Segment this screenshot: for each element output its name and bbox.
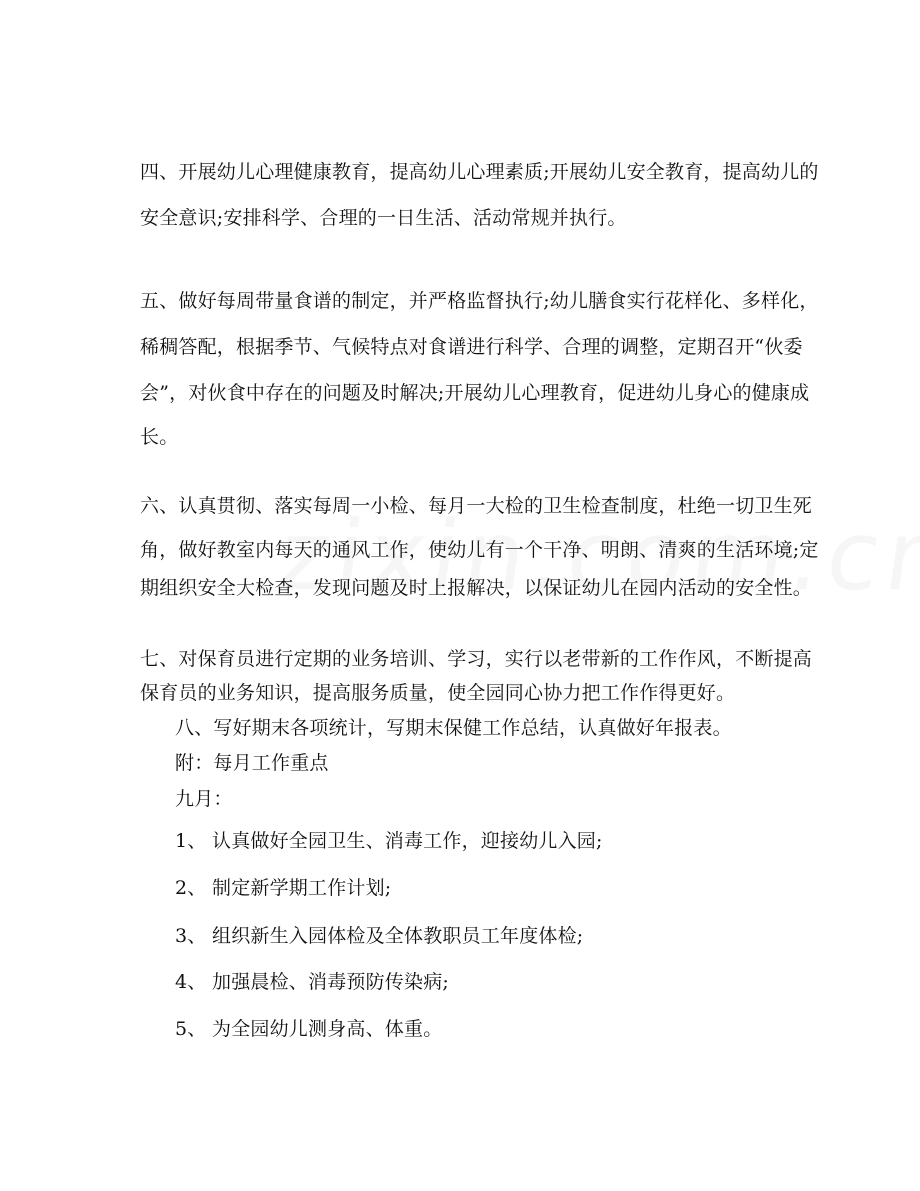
list-item-number: 4、: [175, 971, 207, 993]
list-item-text: 认真做好全园卫生、消毒工作，迎接幼儿入园;: [212, 830, 603, 852]
section-5-line-4: 长。: [140, 426, 179, 448]
appendix-heading: 附：每月工作重点: [175, 752, 329, 774]
section-8-line: 八、写好期末各项统计，写期末保健工作总结，认真做好年报表。: [175, 717, 732, 739]
section-7-line-2: 保育员的业务知识，提高服务质量，使全园同心协力把工作作得更好。: [140, 682, 736, 704]
list-item-text: 为全园幼儿测身高、体重。: [212, 1018, 443, 1040]
section-5-line-1: 五、做好每周带量食谱的制定，并严格监督执行;幼儿膳食实行花样化、多样化，: [140, 290, 819, 312]
month-heading: 九月：: [175, 788, 233, 810]
list-item: [175, 970, 449, 994]
section-4-line-1: 四、开展幼儿心理健康教育，提高幼儿心理素质;开展幼儿安全教育，提高幼儿的: [140, 161, 819, 183]
list-item-text: 组织新生入园体检及全体教职员工年度体检;: [212, 925, 584, 947]
section-5-line-2: 稀稠答配，根据季节、气候特点对食谱进行科学、合理的调整，定期召开“伙委: [140, 336, 803, 358]
section-7-line-1: 七、对保育员进行定期的业务培训、学习，实行以老带新的工作作风，不断提高: [140, 648, 813, 670]
list-item-text: 加强晨检、消毒预防传染病;: [212, 971, 450, 993]
list-item: [175, 924, 583, 948]
section-6-line-2: 角，做好教室内每天的通风工作，使幼儿有一个干净、明朗、清爽的生活环境;定: [140, 539, 819, 561]
list-item-number: 2、: [175, 877, 207, 899]
section-6-line-3: 期组织安全大检查，发现问题及时上报解决，以保证幼儿在园内活动的安全性。: [140, 577, 813, 599]
section-4-line-2: 安全意识;安排科学、合理的一日生活、活动常规并执行。: [140, 207, 627, 229]
list-item-text: 制定新学期工作计划;: [212, 877, 392, 899]
list-item-number: 3、: [175, 925, 207, 947]
list-item: [175, 1017, 442, 1041]
list-item-number: 1、: [175, 830, 207, 852]
list-item-number: 5、: [175, 1018, 207, 1040]
section-6-line-1: 六、认真贯彻、落实每周一小检、每月一大检的卫生检查制度，杜绝一切卫生死: [140, 495, 813, 517]
section-5-line-3: 会”，对伙食中存在的问题及时解决;开展幼儿心理教育，促进幼儿身心的健康成: [140, 382, 810, 404]
list-item: [175, 829, 603, 853]
list-item: [175, 876, 391, 900]
